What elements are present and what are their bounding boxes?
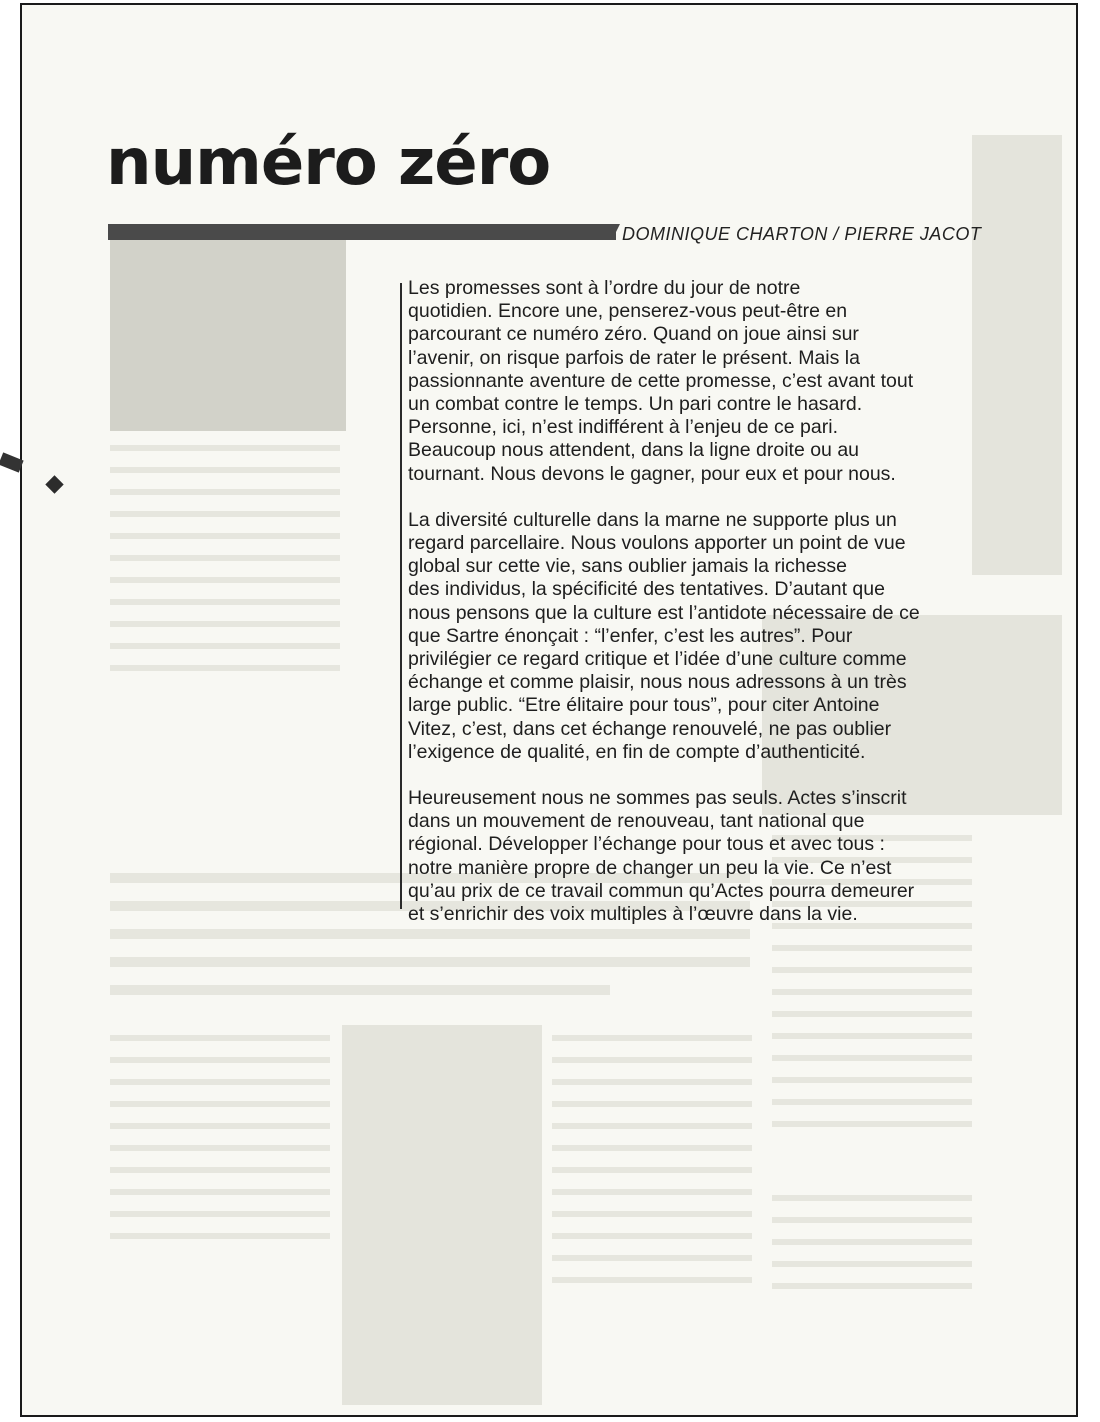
headline-rule <box>108 224 616 240</box>
paragraph-2: La diversité culturelle dans la marne ne supporte plus un regard parcellaire. Nous voulons apporter un point de vue global sur cette vie, sans oublier jamais la richesse des individus, la spécificité des tentatives. D’autant que nous pensons que la culture est l’antidote nécessaire de ce que Sartre énonçait : “l’enfer, c’est les autres”. Pour privilégier ce regard critique et l’idée d’une culture comme échange et comme plaisir, nous nous adressons à un très large public. “Etre élitaire pour tous”, pour citer Antoine Vitez, c’est, dans cet échange renouvelé, ne pas oublier l’exigence de qualité, en fin de compte d’authenticité. <box>408 508 920 763</box>
headline: numéro zéro <box>106 126 551 200</box>
headline-rule-tail <box>612 224 620 240</box>
paragraph-1: Les promesses sont à l’ordre du jour de notre quotidien. Encore une, penserez-vous peut-être en parcourant ce numéro zéro. Quand on joue ainsi sur l’avenir, on risque parfois de rater le présent. Mais la passionnante aventure de cette promesse, c’est avant tout un combat contre le temps. Un pari contre le hasard. Personne, ici, n’est indifférent à l’enjeu de ce pari. Beaucoup nous attendent, dans la ligne droite ou au tournant. Nous devons le gagner, pour eux et pour nous. <box>408 277 914 485</box>
byline: DOMINIQUE CHARTON / PIERRE JACOT <box>622 224 982 244</box>
article-body <box>408 277 988 949</box>
paragraph-3: Heureusement nous ne sommes pas seuls. Actes s’inscrit dans un mouvement de renouveau, tant national que régional. Développer l’échange pour tous et avec tous : notre manière propre de changer un peu la vie. Ce n’est qu’au prix de ce travail commun qu’Actes pourra demeurer et s’enrichir des voix multiples à l’œuvre dans la vie. <box>408 787 915 926</box>
page-frame <box>20 3 1078 1417</box>
column-rule <box>400 283 402 909</box>
